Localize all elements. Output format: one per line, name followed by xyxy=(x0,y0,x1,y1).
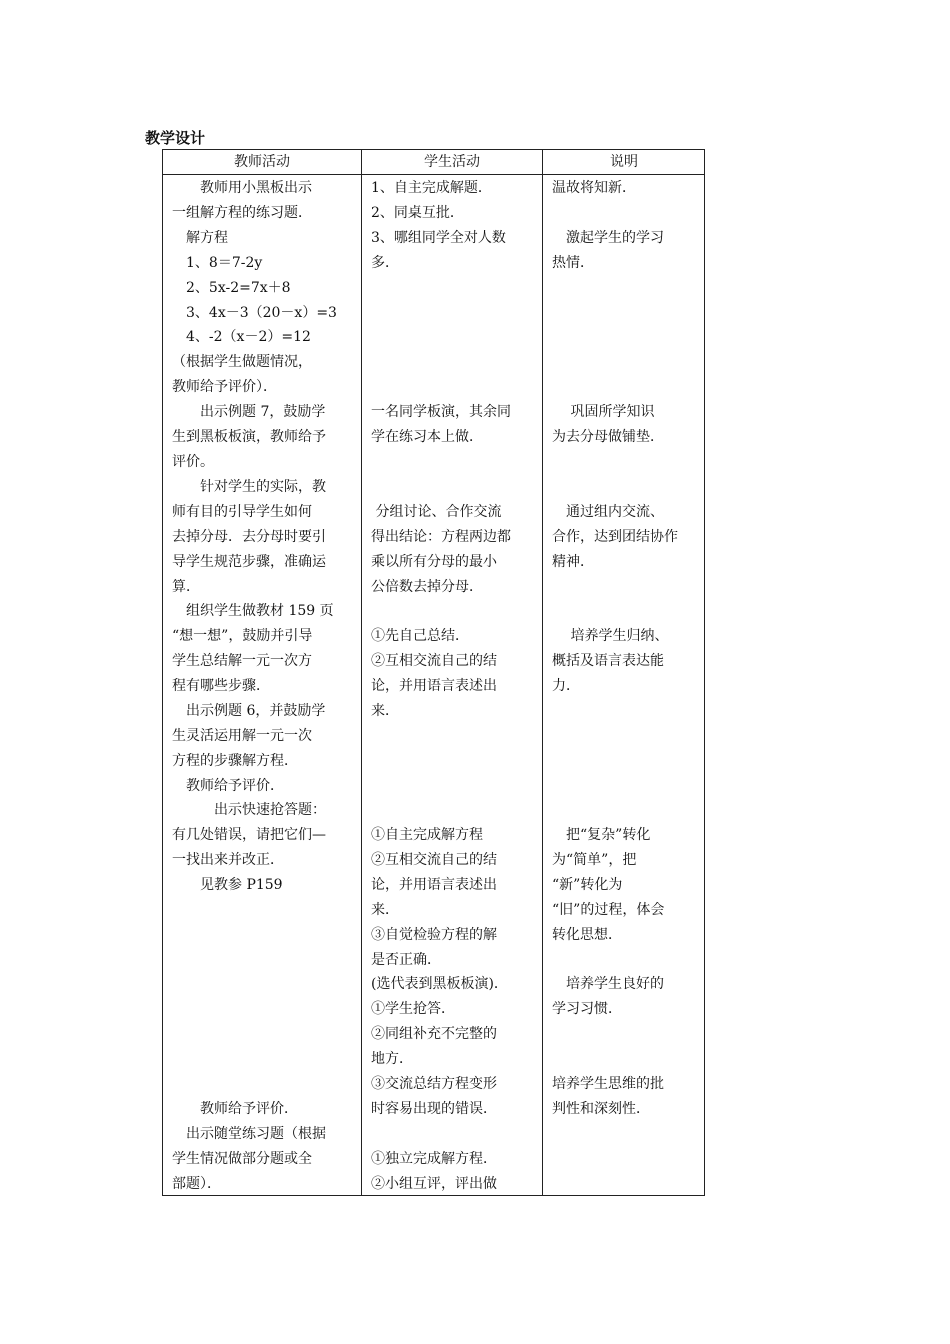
teacher-activity-block: 出示例题 7，鼓励学 生到黑板板演，教师给予 评价。 xyxy=(172,404,326,470)
header-divider xyxy=(163,174,704,175)
header-student-activity: 学生活动 xyxy=(424,154,480,170)
student-activity-block: ①先自己总结． ②互相交流自己的结 论，并用语言表述出 来． xyxy=(371,628,497,719)
header-notes: 说明 xyxy=(610,154,638,170)
column-divider xyxy=(361,150,362,1195)
teacher-activity-block: 出示快速抢答题： 有几处错误，请把它们— 一找出来并改正． 见教参 P159 xyxy=(172,802,326,893)
header-teacher-activity: 教师活动 xyxy=(234,154,290,170)
page-heading: 教学设计 xyxy=(145,129,206,147)
note-block: 培养学生归纳、 概括及语言表达能 力． xyxy=(552,628,669,694)
teacher-activity-block: 组织学生做教材 159 页 “想一想”，鼓励并引导 学生总结解一元一次方 程有哪些步骤． xyxy=(172,603,334,694)
teacher-activity-block: 教师给予评价． 出示随堂练习题（根据 学生情况做部分题或全 部题）． xyxy=(172,1101,326,1192)
note-block: 培养学生思维的批 判性和深刻性． xyxy=(552,1076,664,1117)
lesson-design-table xyxy=(162,149,705,1196)
note-block: 通过组内交流、 合作，达到团结协作 精神． xyxy=(552,504,678,570)
student-activity-block: ①自主完成解方程 ②互相交流自己的结 论，并用语言表述出 来． ③自觉检验方程的解 是否正确． (选代表到黑板板演)． ①学生抢答． ②同组补充不完整的 地方． ③交流总结方程变形 时容易出现的错误． xyxy=(371,827,508,1117)
student-activity-block: ①独立完成解方程． ②小组互评，评出做 xyxy=(371,1151,497,1192)
student-activity-block: 1、自主完成解题． 2、同桌互批． 3、哪组同学全对人数 多． xyxy=(371,180,506,271)
teacher-activity-block: 针对学生的实际，教 师有目的引导学生如何 去掉分母．去分母时要引 导学生规范步骤，准确运 算． xyxy=(172,479,326,595)
column-divider xyxy=(542,150,543,1195)
note-block: 温故将知新． 激起学生的学习 热情． xyxy=(552,180,664,271)
note-block: 把“复杂”转化 为“简单”，把 “新”转化为 “旧”的过程，体会 转化思想． 培养学生良好的 学习习惯． xyxy=(552,827,665,1018)
student-activity-block: 分组讨论、合作交流 得出结论：方程两边都 乘以所有分母的最小 公倍数去掉分母． xyxy=(371,504,511,595)
note-block: 巩固所学知识 为去分母做铺垫． xyxy=(552,404,664,445)
student-activity-block: 一名同学板演，其余同 学在练习本上做． xyxy=(371,404,511,445)
teacher-activity-block: 教师用小黑板出示 一组解方程的练习题． 解方程 1、8＝7-2y 2、5x-2=7x＋8 3、4x－3（20－x）=3 4、-2（x－2）=12 （根据学生做题情况， 教师给予评价）． xyxy=(172,180,337,396)
teacher-activity-block: 出示例题 6，并鼓励学 生灵活运用解一元一次 方程的步骤解方程． 教师给予评价． xyxy=(172,703,326,794)
